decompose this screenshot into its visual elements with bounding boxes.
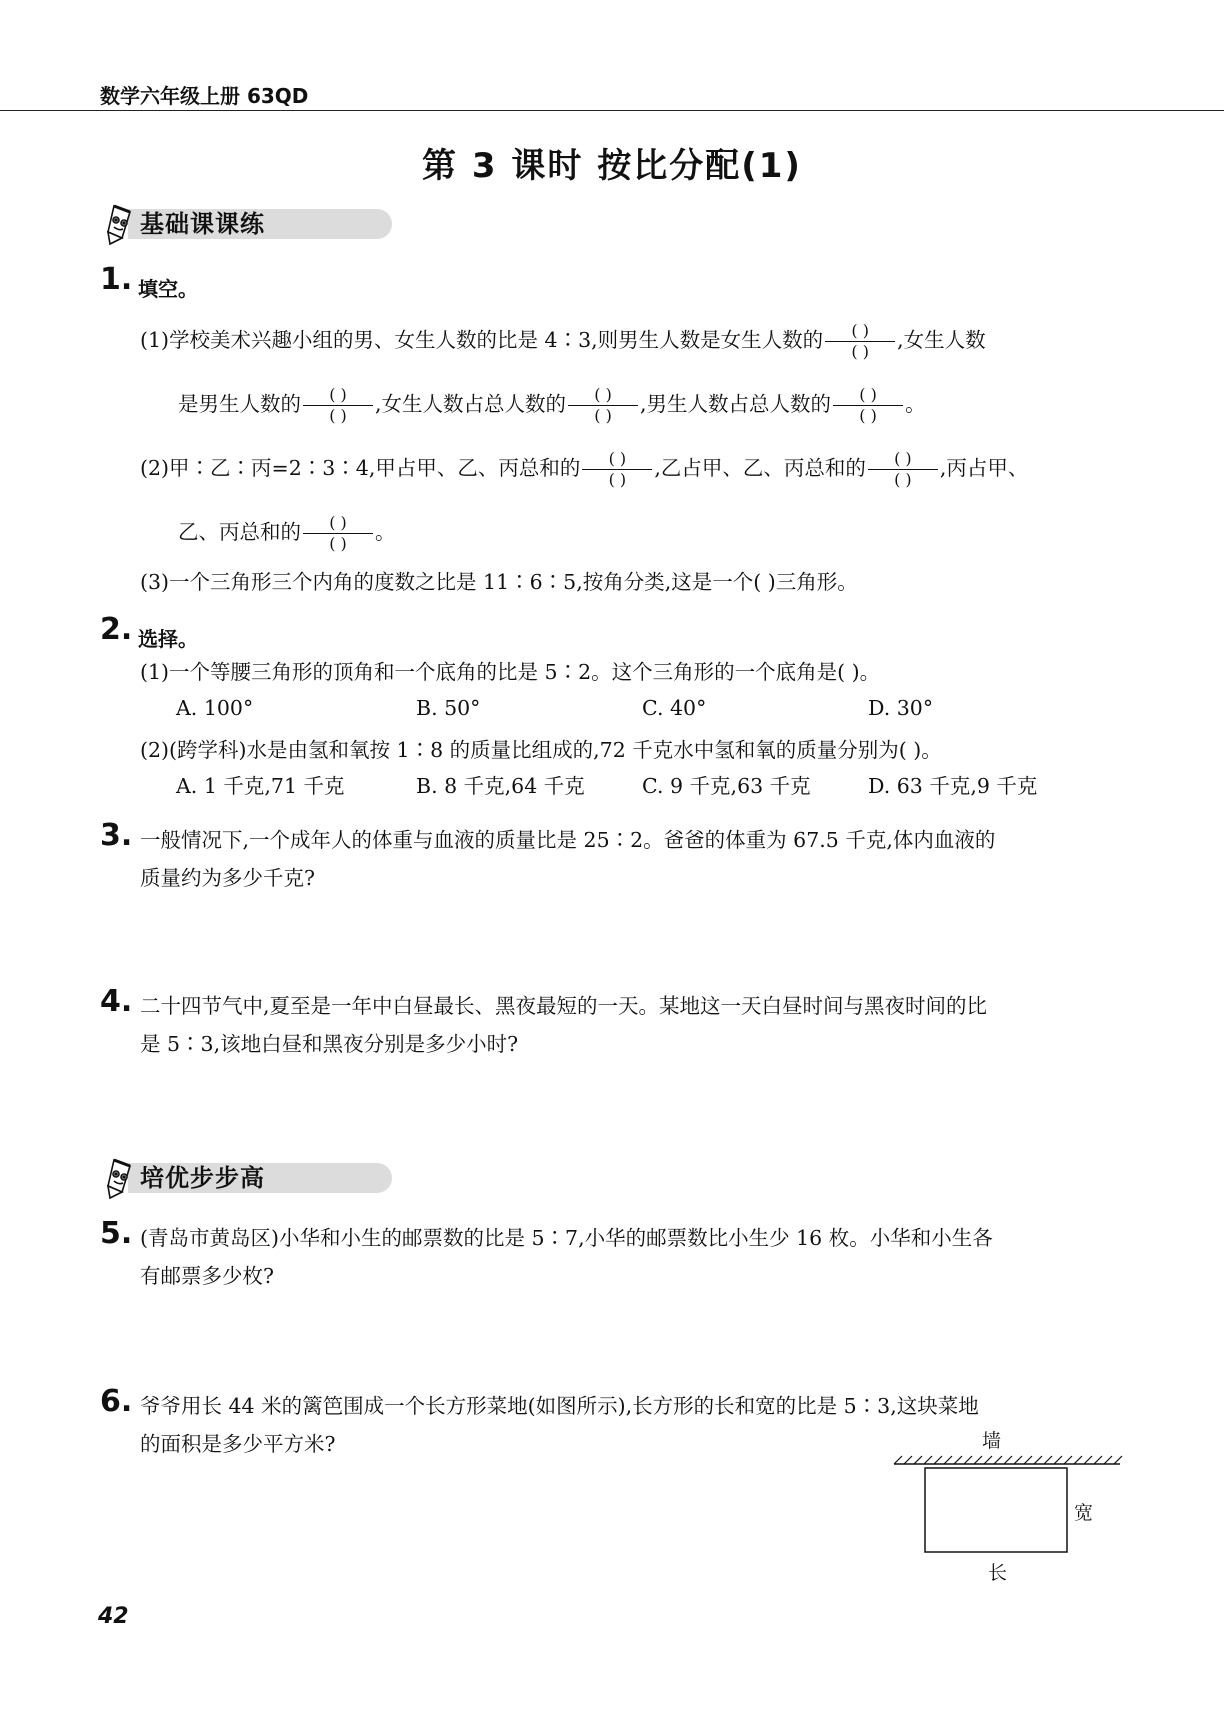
- fraction-blank[interactable]: [303, 514, 373, 553]
- q2-part2: (2)(跨学科)水是由氢和氧按 1∶8 的质量比组成的,72 千克水中氢和氧的质量分别为( )。: [140, 738, 942, 762]
- text: ,女生人数: [897, 328, 986, 352]
- question-number: 2.: [100, 612, 133, 647]
- q4-line1: 二十四节气中,夏至是一年中白昼最长、黑夜最短的一天。某地这一天白昼时间与黑夜时间的比: [140, 994, 988, 1018]
- option-b[interactable]: B. 8 千克,64 千克: [416, 774, 585, 798]
- numerator-blank: ( ): [825, 322, 895, 342]
- page-title: 第 3 课时 按比分配(1): [422, 146, 802, 186]
- numerator-blank: ( ): [303, 386, 373, 406]
- garden-figure: [890, 1428, 1130, 1588]
- text: (1)学校美术兴趣小组的男、女生人数的比是 4∶3,则男生人数是女生人数的: [140, 328, 824, 352]
- section-banner-basic: [100, 206, 400, 242]
- option-d[interactable]: D. 63 千克,9 千克: [868, 774, 1038, 798]
- text: 是男生人数的: [178, 392, 301, 416]
- text: 乙、丙总和的: [178, 520, 301, 544]
- question-number: 1.: [100, 262, 133, 297]
- text: ,乙占甲、乙、丙总和的: [654, 456, 866, 480]
- q1-part2-line1: [140, 450, 1028, 489]
- fraction-blank[interactable]: [868, 450, 938, 489]
- pencil-mascot-icon: [100, 1156, 140, 1200]
- text: 。: [375, 520, 396, 544]
- q3-line1: 一般情况下,一个成年人的体重与血液的质量比是 25∶2。爸爸的体重为 67.5 千克,体内血液的: [140, 828, 996, 852]
- q3-line2: 质量约为多少千克?: [140, 866, 315, 890]
- text: (2)甲∶乙∶丙=2∶3∶4,甲占甲、乙、丙总和的: [140, 456, 581, 480]
- fraction-blank[interactable]: [833, 386, 903, 425]
- garden-diagram: [890, 1428, 1130, 1588]
- q1-part2-line2: [178, 514, 396, 553]
- section-label: 基础课课练: [140, 210, 265, 238]
- denominator-blank: ( ): [859, 406, 877, 425]
- numerator-blank: ( ): [582, 450, 652, 470]
- question-heading: 选择。: [138, 627, 198, 651]
- q6-line2: 的面积是多少平方米?: [140, 1432, 336, 1456]
- denominator-blank: ( ): [608, 470, 627, 489]
- q5-line2: 有邮票多少枚?: [140, 1264, 274, 1288]
- fraction-blank[interactable]: [568, 386, 638, 425]
- option-d[interactable]: D. 30°: [868, 696, 934, 720]
- text: ,丙占甲、: [939, 456, 1029, 480]
- text: ,男生人数占总人数的: [640, 392, 832, 416]
- q4-line2: 是 5∶3,该地白昼和黑夜分别是多少小时?: [140, 1032, 519, 1056]
- page-number: 42: [98, 1604, 129, 1629]
- option-c[interactable]: C. 9 千克,63 千克: [642, 774, 811, 798]
- question-number: 6.: [100, 1384, 133, 1419]
- option-b[interactable]: B. 50°: [416, 696, 481, 720]
- section-label: 培优步步高: [140, 1164, 265, 1192]
- numerator-blank: ( ): [833, 386, 903, 406]
- question-number: 4.: [100, 984, 133, 1019]
- text: 。: [905, 392, 926, 416]
- wall-label: 墙: [982, 1430, 1002, 1452]
- question-heading: 填空。: [138, 277, 198, 301]
- width-label: 宽: [1074, 1502, 1094, 1524]
- header-rule: [0, 110, 1224, 111]
- q6-line1: 爷爷用长 44 米的篱笆围成一个长方形菜地(如图所示),长方形的长和宽的比是 5∶3,这块菜地: [140, 1394, 979, 1418]
- fraction-blank[interactable]: [582, 450, 652, 489]
- option-c[interactable]: C. 40°: [642, 696, 707, 720]
- question-number: 3.: [100, 818, 133, 853]
- numerator-blank: ( ): [303, 514, 373, 534]
- section-banner-advanced: [100, 1160, 400, 1196]
- option-a[interactable]: A. 1 千克,71 千克: [176, 774, 345, 798]
- q1-part3: (3)一个三角形三个内角的度数之比是 11∶6∶5,按角分类,这是一个( )三角形。: [140, 570, 858, 594]
- denominator-blank: ( ): [894, 470, 912, 489]
- fraction-blank[interactable]: [825, 322, 895, 361]
- length-label: 长: [988, 1562, 1008, 1584]
- running-header: 数学六年级上册 63QD: [100, 84, 309, 108]
- denominator-blank: ( ): [594, 406, 612, 425]
- numerator-blank: ( ): [868, 450, 938, 470]
- question-number: 5.: [100, 1216, 133, 1251]
- numerator-blank: ( ): [568, 386, 638, 406]
- denominator-blank: ( ): [329, 534, 347, 553]
- text: ,女生人数占总人数的: [375, 392, 567, 416]
- q1-part1-line1: [140, 322, 986, 361]
- q2-part1: (1)一个等腰三角形的顶角和一个底角的比是 5∶2。这个三角形的一个底角是( )。: [140, 660, 881, 684]
- q1-part1-line2: [178, 386, 926, 425]
- pencil-mascot-icon: [100, 202, 140, 246]
- option-a[interactable]: A. 100°: [176, 696, 254, 720]
- q5-line1: (青岛市黄岛区)小华和小生的邮票数的比是 5∶7,小华的邮票数比小生少 16 枚。小华和小生各: [140, 1226, 993, 1250]
- fraction-blank[interactable]: [303, 386, 373, 425]
- denominator-blank: ( ): [851, 342, 869, 361]
- denominator-blank: ( ): [329, 406, 347, 425]
